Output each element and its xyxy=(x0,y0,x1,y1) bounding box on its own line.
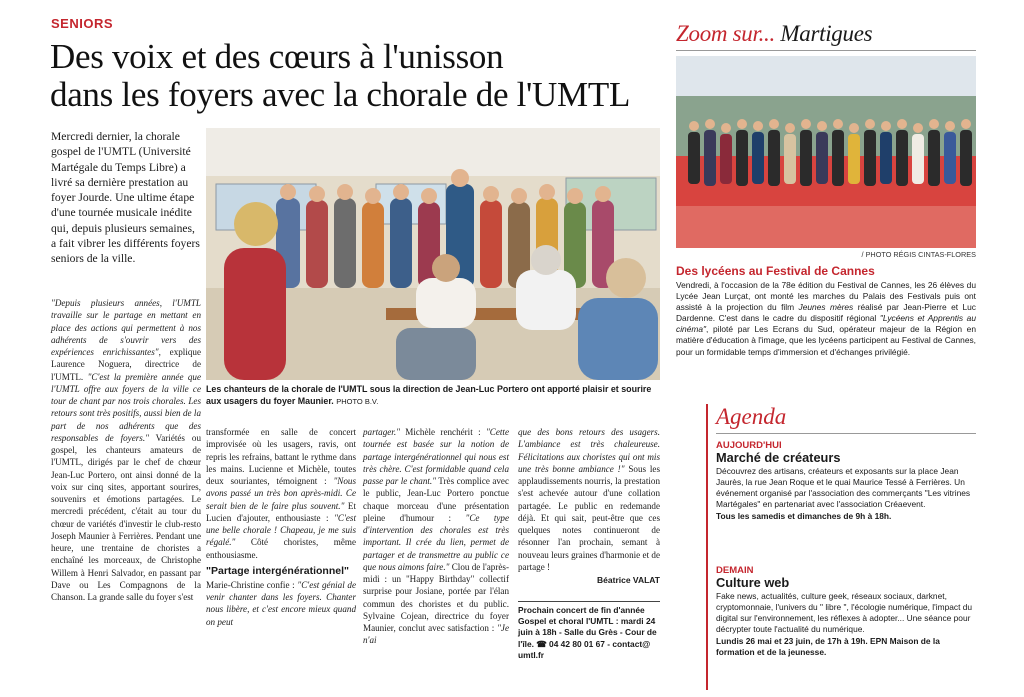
caption-text: Les chanteurs de la chorale de l'UMTL sous la direction de Jean-Luc Portero ont apporté plaisir et sourire aux usagers du foyer Maunier. xyxy=(206,384,652,406)
quote: "Nous avons passé un très bon après-midi. Ce serait bien de le faire plus souvent." xyxy=(206,476,356,511)
quote: "Je n'ai xyxy=(363,623,509,646)
body-text: Côté choristes, même enthousiasme. xyxy=(206,537,356,560)
section-kicker: SENIORS xyxy=(51,16,114,31)
body-text: , explique Laurence Noguera, directrice de l'UMTL. xyxy=(51,347,201,382)
agenda-item-title: Marché de créateurs xyxy=(716,450,841,465)
headline-line-1: Des voix et des cœurs à l'unisson xyxy=(50,37,504,76)
quote: "Depuis plusieurs années, l'UMTL travaille sur le partage en mettant en place des actions qui permettent à nos adhérents de s'ouvrir vers des expériences enrichissantes" xyxy=(51,298,201,357)
quote: "Cette tournée est basée sur la notion de partage intergénérationnel qui nous est très chère. C'est formidable quand cela passe par le chant." xyxy=(363,427,509,486)
body-text: Variétés ou gospel, les chanteurs amateurs de l'UMTL, dirigés par le chef de chœur Jean-Luc Portero, ont ainsi donné de la voix sur cinq sites, apportant sourires, souvenirs et émotions partagées. Le mercredi précédent, c'était au tour du chœur de variétés d'investir le club-resto Joseph Maunier à Ferrières. Pendant une heure, une trentaine de choristes a enchaîné les morceaux, de Christophe Willem à Henri Salvador, en passant par Dave ou Les Compagnons de la Chanson. La grande salle du foyer s'est xyxy=(51,432,201,602)
body-text: Et Lucien d'ajouter, enthousiaste : xyxy=(206,500,356,523)
cannes-photo-credit: / PHOTO RÉGIS CINTAS-FLORES xyxy=(861,250,976,259)
cannes-article-body xyxy=(676,280,976,358)
author-signature: Béatrice VALAT xyxy=(597,575,660,585)
article-column-1 xyxy=(51,297,201,603)
film-title: Jeunes mères xyxy=(798,302,854,313)
article-lead: Mercredi dernier, la chorale gospel de l'UMTL (Université Martégale du Temps Libre) a livré sa dernière prestation au foyer Jourde. Une ultime étape d'une tournée musicale inédite qui, depuis plusieurs semaines, a fait vibrer les différents foyers seniors de la ville. xyxy=(51,130,200,266)
concert-info-box: Prochain concert de fin d'année Gospel et choral l'UMTL : mardi 24 juin à 18h - Salle du Grès - Cour de l'île. ☎ 04 42 80 01 67 - contact@ umtl.fr xyxy=(518,601,660,661)
agenda-item-schedule: Lundis 26 mai et 23 juin, de 17h à 19h. EPN Maison de la formation et de la jeunesse. xyxy=(716,636,940,658)
article-column-2 xyxy=(206,426,356,628)
agenda-divider xyxy=(716,433,976,434)
zoom-title-lead: Zoom sur... xyxy=(676,21,781,46)
quote: que des bons retours des usagers. L'ambiance est très chaleureuse. Félicitations aux choristes qui ont mis une très bonne ambiance !" xyxy=(518,427,660,474)
quote: partager." xyxy=(363,427,400,437)
agenda-item-description: Fake news, actualités, culture geek, réseaux sociaux, darknet, cryptomonnaie, l'univers du " libre ", l'écologie numérique, l'impact du digital sur l'environnement, les réflexes à adopter... Une séance pour décrypter toute l'actualité du numérique. xyxy=(716,591,973,635)
quote: "C'est une belle chorale ! Chapeau, je me suis régalé." xyxy=(206,512,356,548)
zoom-section-title xyxy=(676,21,872,47)
zoom-title-city: Martigues xyxy=(780,21,873,46)
body-text: réalisé par Jean-Pierre et Luc Dardenne. C'est dans le cadre du dispositif régional xyxy=(676,302,976,324)
agenda-title: Agenda xyxy=(716,404,787,429)
agenda-item-schedule: Tous les samedis et dimanches de 9h à 18h. xyxy=(716,511,892,522)
agenda-item-when: AUJOURD'HUI xyxy=(716,440,782,451)
body-text: , piloté par Les Ecrans du Sud, opérateur majeur de la Région en matière d'éducation à l'image, que les lycéens participent au Festival de Cannes, pour un formidable temps d'immersion et d'échanges privilégié. xyxy=(676,324,976,357)
body-text: Michèle renchérit : xyxy=(399,427,486,437)
cannes-photo xyxy=(676,56,976,248)
body-text: transformée en salle de concert improvisée où les usagers, ravis, ont repris les refrains, battant le rythme dans les mains. Lucienne et Michèle, toutes deux souriantes, témoignent : xyxy=(206,427,356,486)
body-text: Sous les applaudissements nourris, la prestation s'est achevée autour d'une collation partagée. Le public en redemande déjà. Et qui sait, peut-être que ces quelques notes continueront de résonner l'an prochain, semant à nouveau leurs graines d'harmonie et de partage ! xyxy=(518,463,660,572)
body-text: Marie-Christine confie : xyxy=(206,579,298,590)
choir-photo xyxy=(206,128,660,380)
agenda-item-description: Découvrez des artisans, créateurs et exposants sur la place Jean Jaurès, la rue Jean Roque et le quai Maurice Tessé à Ferrières. Un événement organisé par l'association des commerçants "Les vitrines Martégales" en partenariat avec l'association Créaevent. xyxy=(716,466,971,510)
cannes-photo-illustration xyxy=(676,56,976,248)
body-text: Vendredi, à l'occasion de la 78e édition du Festival de Cannes, les 26 élèves du Lycée Jean Lurçat, ont monté les marches du Palais des Festivals puis ont assisté à la projection du film xyxy=(676,280,976,313)
caption-credit: PHOTO B.V. xyxy=(336,396,379,406)
body-text: Clou de l'après-midi : un "Happy Birthday" collectif surprise pour Josiane, portée par l'élan commun des choristes et du public. Sylvaine Cojean, directrice du foyer Maunier, conclut avec satisfaction : xyxy=(363,561,509,633)
zoom-divider xyxy=(676,50,976,51)
choir-photo-illustration xyxy=(206,128,660,380)
agenda-item-title: Culture web xyxy=(716,575,790,590)
agenda-item xyxy=(716,440,976,522)
article-subhead: "Partage intergénérationnel" xyxy=(206,564,349,577)
quote: "C'est la première année que l'UMTL offre aux foyers de la ville ce tour de chant par nos trois chorales. Les retours sont très positifs, aussi bien de la part de nos adhérents que des responsables de foyers." xyxy=(51,371,201,443)
cannes-article-title: Des lycéens au Festival de Cannes xyxy=(676,264,875,278)
headline-line-2: dans les foyers avec la chorale de l'UMTL xyxy=(50,75,631,114)
program-name: "Lycéens et Apprentis au cinéma" xyxy=(676,313,976,335)
agenda-accent-bar xyxy=(706,404,708,690)
agenda-item-when: DEMAIN xyxy=(716,565,754,576)
quote: "C'est génial de venir chanter dans les foyers. Chanter nous libère, et c'est encore mieux quand on peut xyxy=(206,579,357,627)
quote: "Ce type d'intervention des chorales est très important. Il crée du lien, permet de partager et de transmettre au public ce que nous aimons faire." xyxy=(363,512,509,572)
agenda-item xyxy=(716,565,976,659)
body-text: Très complice avec le public, Jean-Luc Portero ponctue chaque morceau d'une présentation pleine d'humour : xyxy=(363,476,509,523)
article-headline xyxy=(50,38,660,114)
article-column-4 xyxy=(518,426,660,586)
article-column-3 xyxy=(363,426,509,647)
photo-caption xyxy=(206,384,660,407)
